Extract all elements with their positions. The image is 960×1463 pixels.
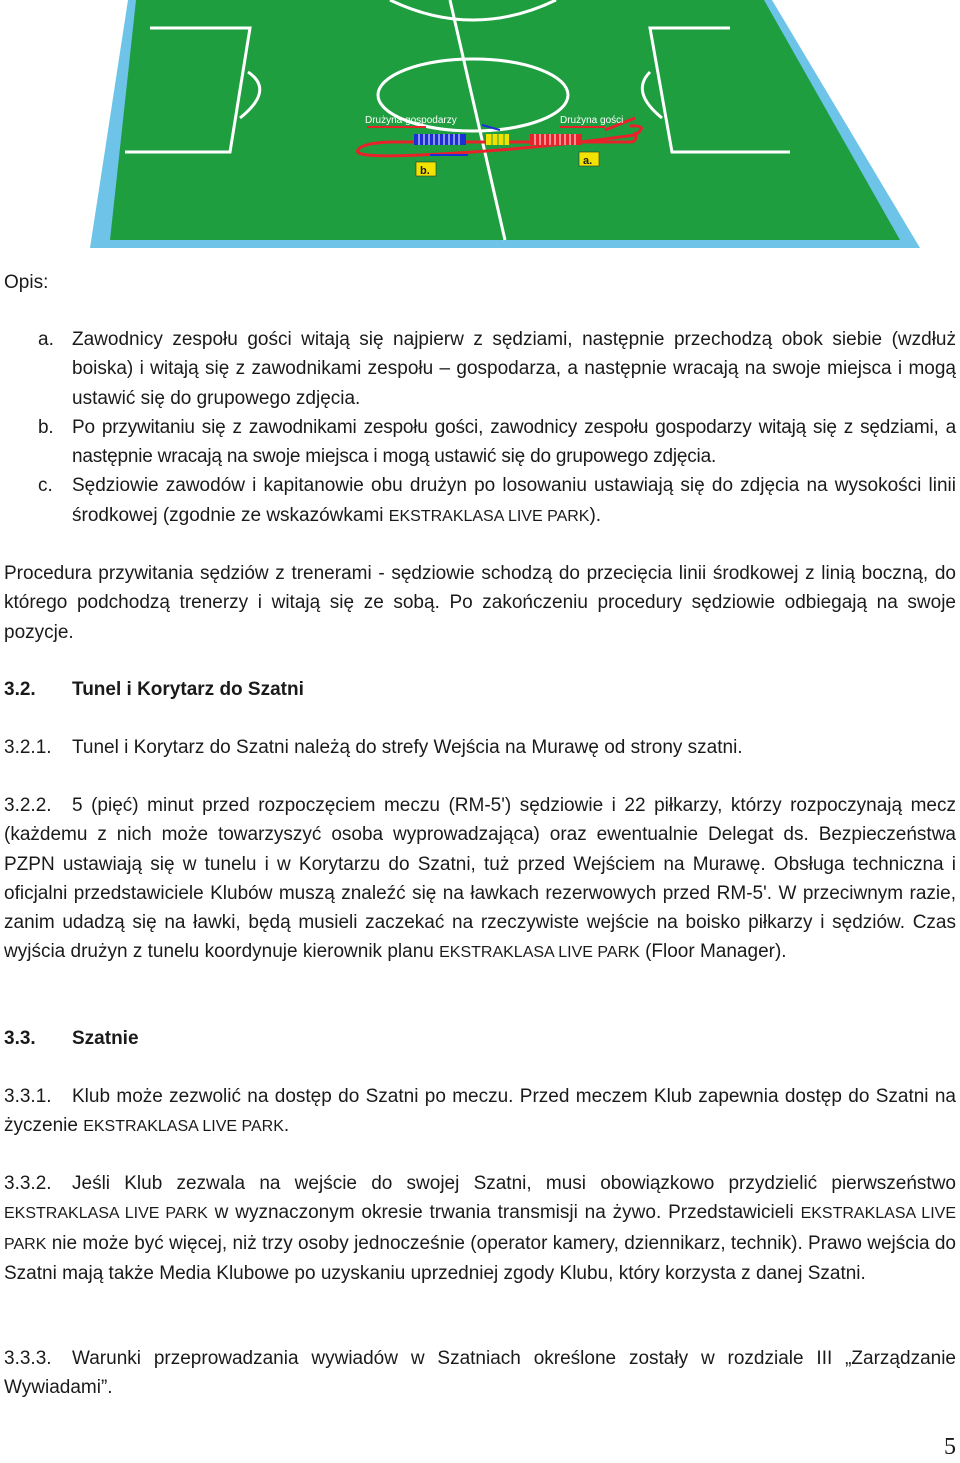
paragraph-text: Klub może zezwolić na dostęp do Szatni po meczu. Przed meczem Klub zapewnia dostęp do Szatni na życzenie <box>4 1086 956 1137</box>
list-marker: b. <box>38 416 54 438</box>
paragraph-text-end: (Floor Manager). <box>639 941 787 963</box>
paragraph-number: 3.2.1. <box>4 737 52 758</box>
section-heading-3-2 <box>4 675 956 704</box>
paragraph-3-3-2 <box>4 1169 956 1288</box>
paragraph-text: Jeśli Klub zezwala na wejście do swojej Szatni, musi obowiązkowo przydzielić pierwszeństwo <box>72 1173 956 1194</box>
brand-name: EKSTRAKLASA LIVE PARK <box>388 507 590 525</box>
paragraph-number: 3.3.2. <box>4 1173 52 1194</box>
page-number: 5 <box>944 1434 956 1460</box>
paragraph-text: nie może być więcej, niż trzy osoby jednocześnie (operator kamery, dziennikarz, technik). Prawo wejścia do Szatni mają także Media Klubowe po uzyskaniu uprzedniej zgody Klubu, który korzysta z danej Szatni. <box>4 1232 956 1284</box>
pitch-surface <box>110 0 900 240</box>
list-item-c <box>38 471 956 531</box>
home-team-label: Drużyna gospodarzy <box>365 115 457 126</box>
brand-name: EKSTRAKLASA LIVE PARK <box>4 1205 208 1223</box>
paragraph-number: 3.3.1. <box>4 1086 52 1107</box>
section-number: 3.2. <box>4 679 36 700</box>
list-item-text-end: ). <box>589 504 602 526</box>
paragraph-number: 3.3.3. <box>4 1348 52 1369</box>
brand-name: EKSTRAKLASA LIVE PARK <box>83 1118 284 1136</box>
paragraph-text: Warunki przeprowadzania wywiadów w Szatniach określone zostały w rozdziale III „Zarządzanie Wywiadami”. <box>4 1348 956 1399</box>
list-item-b <box>38 413 956 472</box>
list-item-text: Zawodnicy zespołu gości witają się najpierw z sędziami, następnie przechodzą obok siebie (wzdłuż boiska) i witają się z zawodnikami zespołu – gospodarza, a następnie wracają na swoje miejsca i mogą ustawić się do grupowego zdjęcia. <box>72 329 956 409</box>
paragraph-3-2-2 <box>4 791 956 968</box>
brand-name: EKSTRAKLASA LIVE PARK <box>4 1205 956 1253</box>
paragraph-text: 5 (pięć) minut przed rozpoczęciem meczu (RM-5') sędziowie i 22 piłkarzy, którzy rozpoczynają mecz (każdemu z nich może towarzyszyć osoba wyprowadzająca) oraz ewentualnie Delegat ds. Bezpieczeństwa PZPN ustawiają się w tunelu i w Korytarzu do Szatni, tuż przed Wejściem na Murawę. Obsługa techniczna i oficjalni przedstawiciele Klubów muszą znaleźć się na ławkach rezerwowych przed RM-5'. W przeciwnym razie, zanim udadzą się na ławki, będą musieli zaczekać na rzeczywiste wejście na boisko piłkarzy i sędziów. Czas wyjścia drużyn z tunelu koordynuje kierownik planu <box>4 795 956 963</box>
paragraph-3-3-3 <box>4 1344 956 1403</box>
referees <box>486 134 509 145</box>
procedure-paragraph: Procedura przywitania sędziów z trenerami - sędziowie schodzą do przecięcia linii środkowej z linią boczną, do którego podchodzą trenerzy i witają się ze sobą. Po zakończeniu procedury sędziowie odbiegają na swoje pozycje. <box>4 563 956 643</box>
list-marker: c. <box>38 475 53 497</box>
section-heading-3-3 <box>4 1024 956 1053</box>
list-item-a <box>38 325 956 413</box>
section-title: Szatnie <box>72 1028 139 1049</box>
paragraph-number: 3.2.2. <box>4 795 52 816</box>
brand-name: EKSTRAKLASA LIVE PARK <box>439 944 640 962</box>
paragraph-3-3-1 <box>4 1082 956 1142</box>
list-item-text: Po przywitaniu się z zawodnikami zespołu gości, zawodnicy zespołu gospodarzy witają się z sędziami, a następnie wracają na swoje miejsca i mogą ustawić się do grupowego zdjęcia. <box>72 416 956 468</box>
pitch-svg <box>90 0 920 250</box>
marker-b: b. <box>420 165 430 177</box>
section-number: 3.3. <box>4 1028 36 1049</box>
marker-a: a. <box>583 155 593 167</box>
opis-label: Opis: <box>4 272 49 293</box>
away-players <box>530 134 582 145</box>
pitch-diagram <box>90 0 920 250</box>
paragraph-text: Tunel i Korytarz do Szatni należą do strefy Wejścia na Murawę od strony szatni. <box>72 737 743 758</box>
description-list <box>38 325 956 531</box>
paragraph-text-end: . <box>283 1115 290 1137</box>
section-title: Tunel i Korytarz do Szatni <box>72 679 304 700</box>
away-team-label: Drużyna gości <box>560 115 624 126</box>
list-item-text: Sędziowie zawodów i kapitanowie obu drużyn po losowaniu ustawiają się do zdjęcia na wysokości linii środkowej (zgodnie ze wskazówkami <box>72 475 956 526</box>
home-players <box>414 134 466 145</box>
paragraph-text: w wyznaczonym okresie trwania transmisji na żywo. Przedstawicieli <box>207 1202 801 1224</box>
paragraph-3-2-1 <box>4 733 956 762</box>
list-marker: a. <box>38 329 54 350</box>
